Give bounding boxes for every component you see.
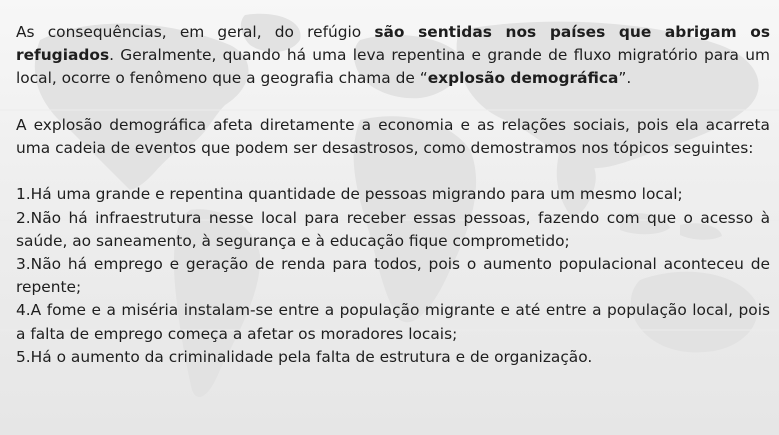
intro-paragraph	[16, 21, 770, 91]
paragraph-gap	[16, 160, 770, 183]
second-paragraph: A explosão demográfica afeta diretamente a economia e as relações sociais, pois ela acarreta uma cadeia de eventos que podem ser desastrosos, como demostramos nos tópicos seguintes:	[16, 115, 770, 157]
list-item: 4.A fome e a miséria instalam-se entre a população migrante e até entre a população local, pois a falta de emprego começa a afetar os moradores locais;	[16, 301, 770, 343]
list-item: 3.Não há emprego e geração de renda para todos, pois o aumento populacional aconteceu de repente;	[16, 255, 770, 297]
intro-bold-2: explosão demográfica	[427, 69, 619, 88]
intro-text-3: ”.	[618, 69, 632, 88]
list-item: 1.Há uma grande e repentina quantidade de pessoas migrando para um mesmo local;	[16, 185, 683, 204]
paragraph-gap	[16, 91, 770, 114]
list-item: 5.Há o aumento da criminalidade pela falta de estrutura e de organização.	[16, 347, 593, 366]
article-text	[16, 21, 770, 369]
consequences-list	[16, 183, 770, 369]
list-item: 2.Não há infraestrutura nesse local para receber essas pessoas, fazendo com que o acesso à saúde, ao saneamento, à segurança e à educação fique comprometido;	[16, 208, 770, 250]
intro-text-1: As consequências, em geral, do refúgio	[16, 23, 375, 41]
intro-bold-1: são sentidas nos países que abrigam os refugiados	[16, 23, 770, 65]
intro-text-2: . Geralmente, quando há uma leva repentina e grande de fluxo migratório para um local, ocorre o fenômeno que a geografia chama de “	[16, 46, 770, 88]
